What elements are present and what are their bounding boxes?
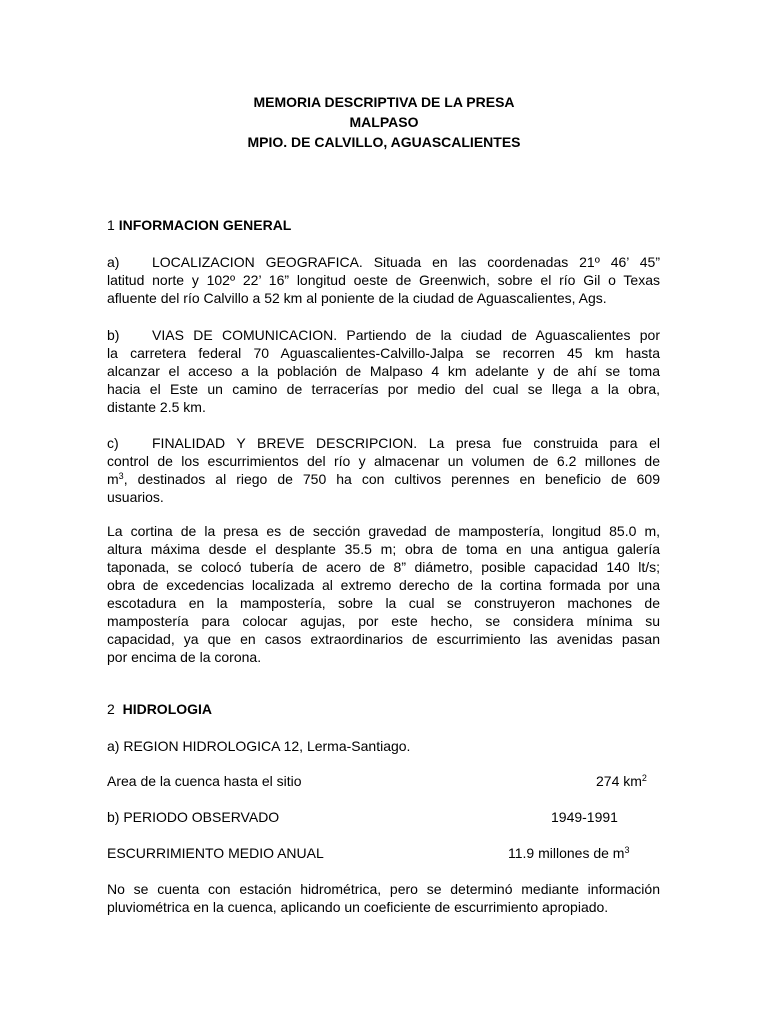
paragraph-line: b) VIAS DE COMUNICACION. Partiendo de la ciudad de Aguascalientes por (107, 327, 660, 343)
paragraph-line: distante 2.5 km. (107, 399, 206, 415)
region-hidrologica (107, 737, 660, 755)
paragraph-line: La cortina de la presa es de sección gravedad de mampostería, longitud 85.0 m, (107, 523, 660, 539)
paragraph-line: pluviométrica en la cuenca, aplicando un coeficiente de escurrimiento apropiado. (107, 899, 609, 915)
section-1-number: 1 (107, 217, 115, 233)
escurrimiento-row (107, 844, 660, 862)
section-2-number: 2 (107, 701, 115, 717)
escurrimiento-label: ESCURRIMIENTO MEDIO ANUAL (107, 845, 324, 861)
paragraph-line: afluente del río Calvillo a 52 km al poniente de la ciudad de Aguascalientes, Ags. (107, 290, 607, 306)
item-marker: b) (107, 327, 120, 343)
title-line-2: MALPASO (349, 114, 419, 130)
section-1-title: INFORMACION GENERAL (118, 217, 292, 233)
paragraph-line: usuarios. (107, 489, 164, 505)
superscript: 2 (641, 773, 647, 783)
paragraph-line: la carretera federal 70 Aguascalientes-Calvillo-Jalpa se recorren 45 km hasta (107, 345, 660, 361)
paragraph-line: c) FINALIDAD Y BREVE DESCRIPCION. La presa fue construida para el (107, 435, 660, 451)
region-label: a) REGION HIDROLOGICA 12, Lerma-Santiago. (107, 738, 411, 754)
periodo-label: b) PERIODO OBSERVADO (107, 809, 280, 825)
superscript: 3 (118, 471, 124, 481)
item-marker: c) (107, 435, 119, 451)
superscript: 3 (624, 845, 630, 855)
section-2-heading (107, 700, 212, 718)
paragraph-line: hacia el Este un camino de terracerías por medio del cual se llega a la obra, (107, 381, 660, 397)
paragraph-line: escotadura en la mampostería, sobre la cual se construyeron machones de (107, 595, 660, 611)
item-marker: a) (107, 254, 120, 270)
section-1-heading (107, 216, 291, 234)
area-label: Area de la cuenca hasta el sitio (107, 773, 302, 789)
paragraph-line: control de los escurrimientos del río y almacenar un volumen de 6.2 millones de (107, 453, 660, 469)
paragraph-line: a) LOCALIZACION GEOGRAFICA. Situada en las coordenadas 21º 46’ 45” (107, 254, 660, 270)
paragraph-finalidad (107, 434, 660, 506)
area-cuenca-row (107, 772, 660, 790)
paragraph-line: $m^3$, destinados al riego de 750 ha con cultivos perennes en beneficio de 609 (107, 471, 660, 487)
paragraph-line: por encima de la corona. (107, 649, 262, 665)
paragraph-localizacion (107, 253, 660, 307)
paragraph-cortina (107, 522, 660, 666)
paragraph-line: taponada, se colocó tubería de acero de 8” diámetro, posible capacidad 140 lt/s; (107, 559, 660, 575)
document-title (0, 92, 768, 152)
paragraph-vias (107, 326, 660, 416)
paragraph-line: latitud norte y 102º 22’ 16” longitud oeste de Greenwich, sobre el río Gil o Texas (107, 272, 660, 288)
periodo-row (107, 808, 660, 826)
periodo-value: 1949-1991 (551, 809, 618, 825)
area-value: 274 $km^2$ (596, 773, 647, 789)
title-line-1: MEMORIA DESCRIPTIVA DE LA PRESA (253, 94, 515, 110)
paragraph-line: mampostería para colocar agujas, por este hecho, se considera mínima su (107, 613, 660, 629)
paragraph-line: capacidad, ya que en casos extraordinarios de escurrimiento las avenidas pasan (107, 631, 660, 647)
section-2-title: HIDROLOGIA (122, 701, 213, 717)
paragraph-line: alcanzar el acceso a la población de Malpaso 4 km adelante y de ahí se toma (107, 363, 660, 379)
paragraph-line: obra de excedencias localizada al extremo derecho de la cortina formada por una (107, 577, 660, 593)
title-line-3: MPIO. DE CALVILLO, AGUASCALIENTES (247, 134, 521, 150)
paragraph-line: altura máxima desde el desplante 35.5 m; obra de toma en una antigua galería (107, 541, 660, 557)
paragraph-nota (107, 880, 660, 916)
escurrimiento-value: 11.9 millones de $m^3$ (508, 845, 630, 861)
paragraph-line: No se cuenta con estación hidrométrica, pero se determinó mediante información (107, 881, 660, 897)
